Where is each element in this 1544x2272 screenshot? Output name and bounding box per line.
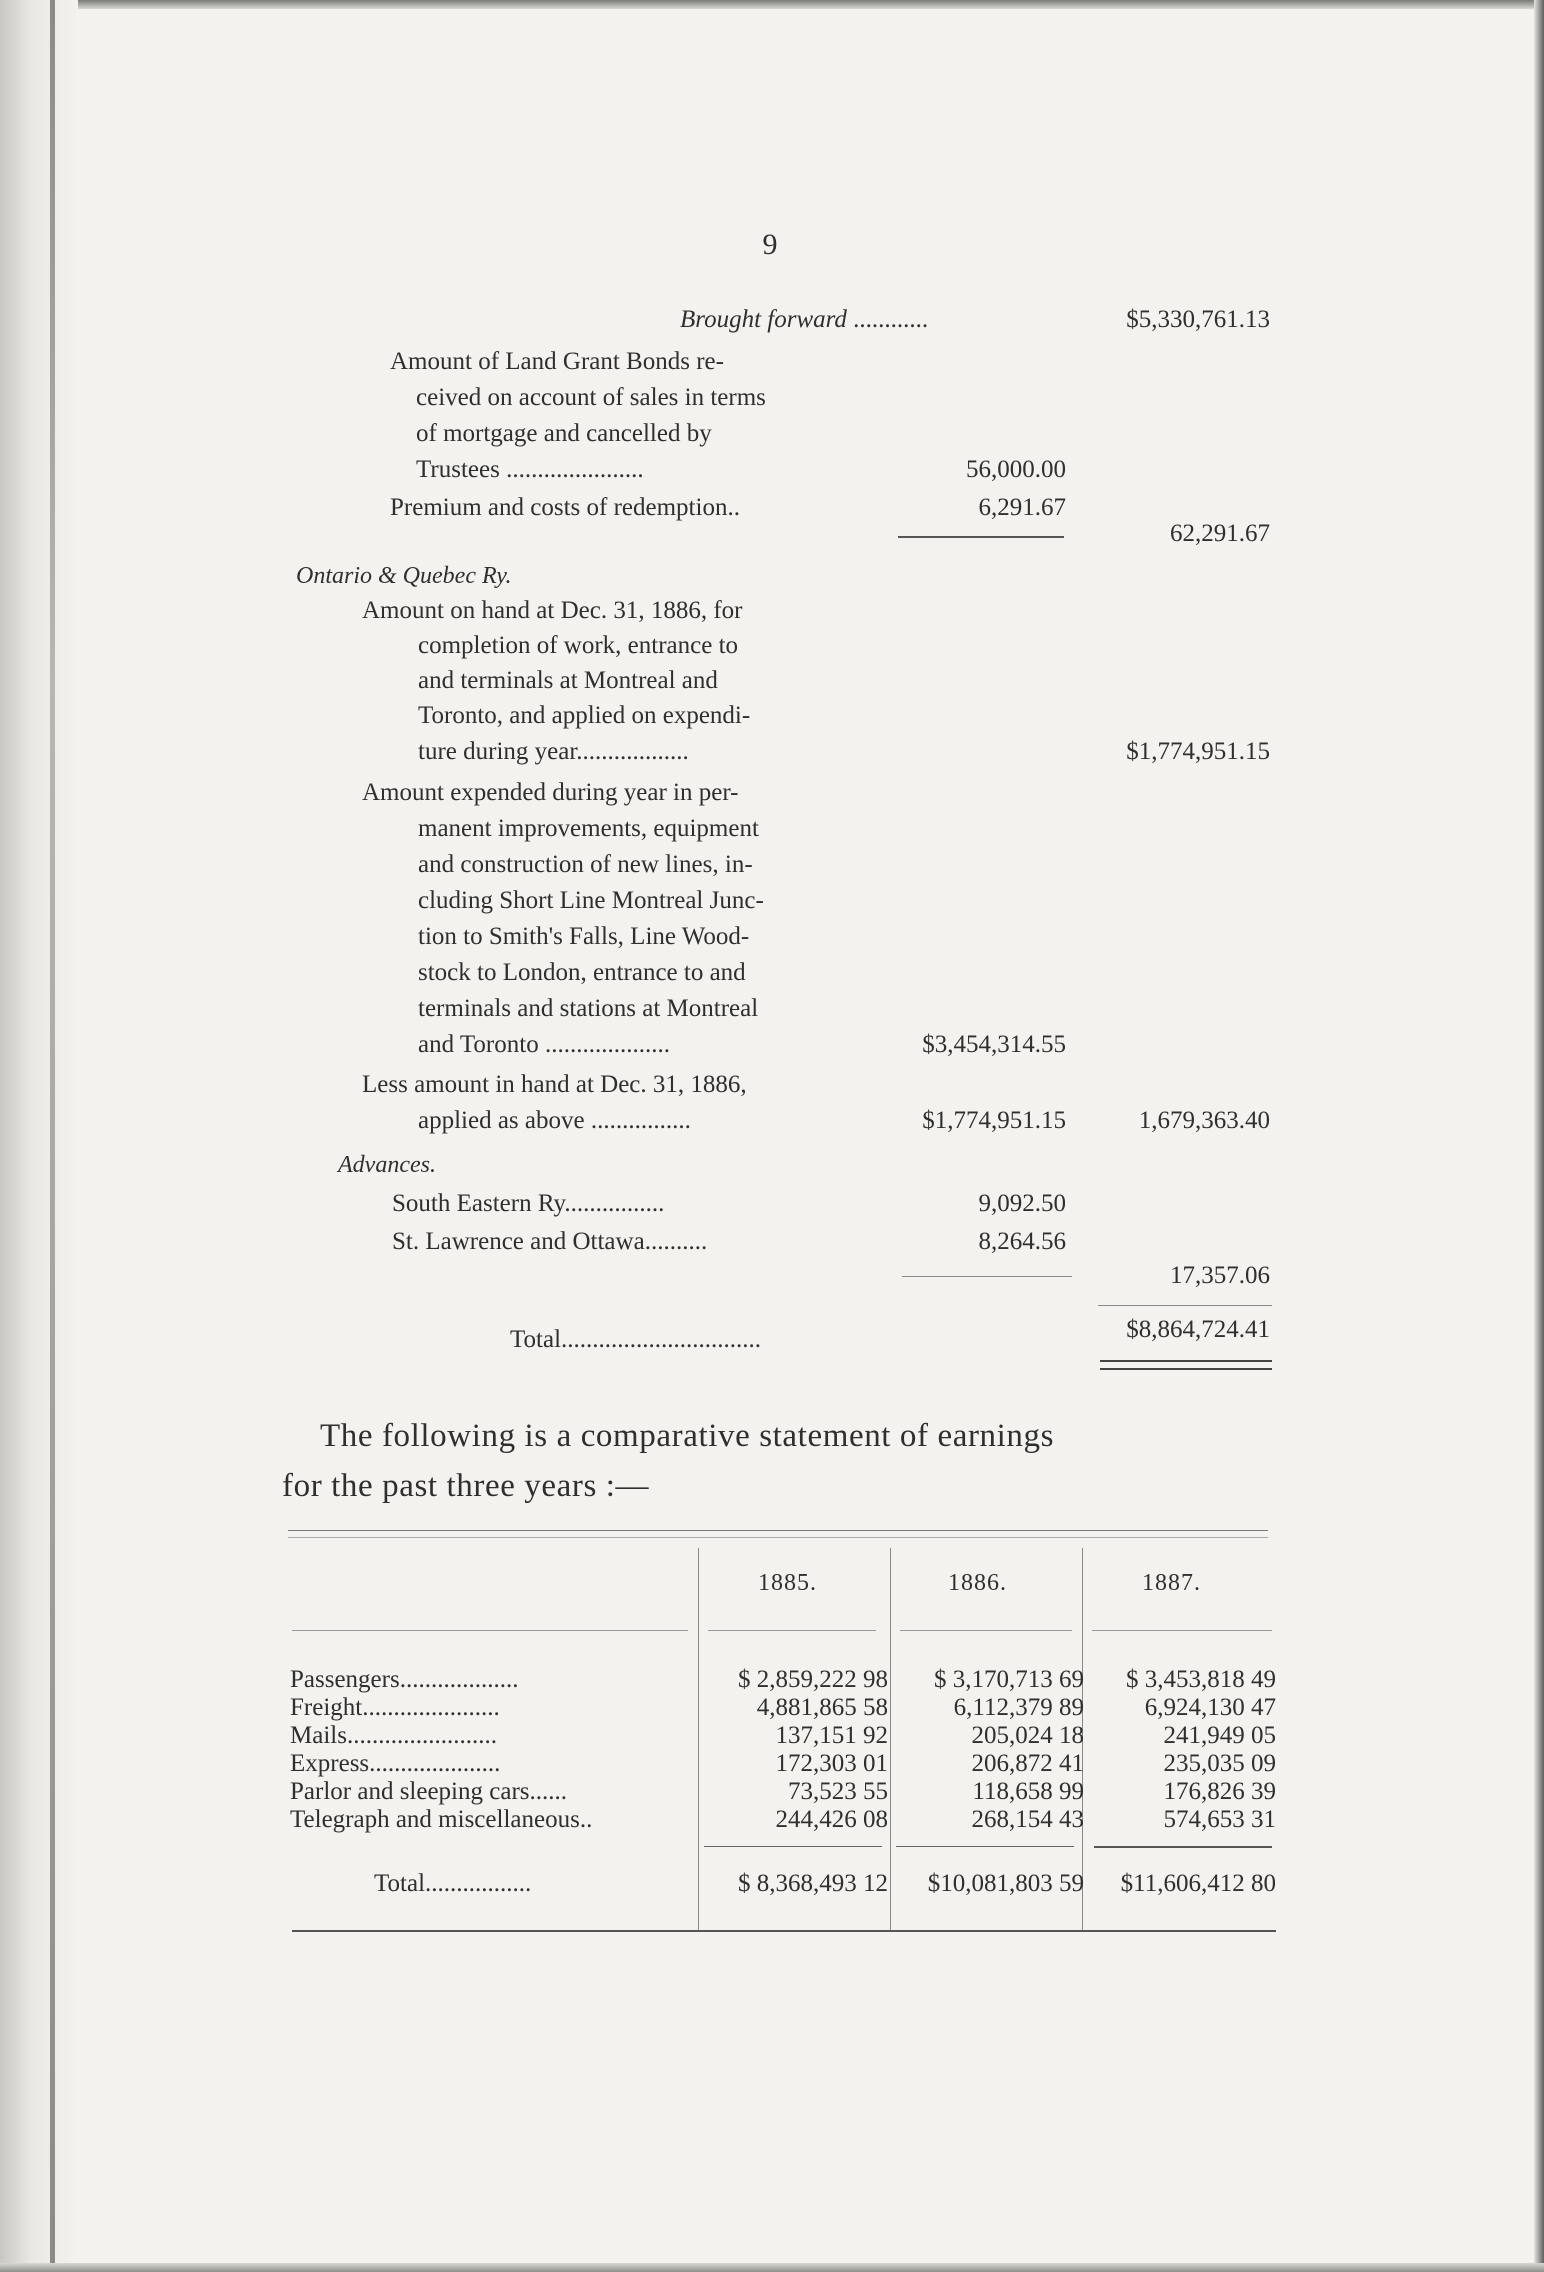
expended-line-5: tion to Smith's Falls, Line Wood-: [418, 923, 750, 950]
header-rule: [900, 1630, 1072, 1631]
table-cell-1885: 137,151 92: [775, 1722, 888, 1749]
table-row-label: Parlor and sleeping cars......: [290, 1778, 568, 1805]
land-grant-line-4: Trustees ......................: [416, 456, 644, 483]
scan-edge-right: [1534, 0, 1544, 2272]
table-total-1886: $10,081,803 59: [927, 1870, 1084, 1897]
table-total-label: Total.................: [374, 1870, 532, 1897]
rule: [898, 536, 1064, 538]
rule: [1098, 1305, 1272, 1306]
table-cell-1887: 235,035 09: [1163, 1750, 1276, 1777]
scan-edge-left: [0, 0, 78, 2272]
table-bottom-rule: [292, 1930, 1276, 1932]
table-cell-1886: 118,658 99: [972, 1778, 1084, 1805]
table-cell-1887: 241,949 05: [1163, 1722, 1276, 1749]
subtotal-rule: [896, 1846, 1074, 1847]
paragraph-line-1: The following is a comparative statement of earnings: [320, 1418, 1055, 1454]
land-grant-line-2: ceived on account of sales in terms: [416, 384, 766, 411]
brought-forward-amount: $5,330,761.13: [1126, 306, 1270, 333]
header-rule: [1092, 1630, 1272, 1631]
ontario-quebec-heading: Ontario & Quebec Ry.: [296, 563, 512, 589]
advance-amount-south-eastern: 9,092.50: [978, 1190, 1066, 1217]
table-cell-1885: 4,881,865 58: [756, 1694, 888, 1721]
page-number: 9: [762, 228, 778, 261]
brought-forward-row: [680, 302, 928, 338]
table-cell-1885: $ 2,859,222 98: [738, 1666, 888, 1693]
advance-row-st-lawrence: St. Lawrence and Ottawa..........: [392, 1228, 708, 1255]
on-hand-line-3: and terminals at Montreal and: [418, 667, 718, 694]
less-line-2: applied as above ................: [418, 1107, 691, 1134]
header-rule: [708, 1630, 876, 1631]
table-cell-1887: $ 3,453,818 49: [1126, 1666, 1276, 1693]
table-top-rule: [288, 1530, 1268, 1531]
advance-row-south-eastern: South Eastern Ry................: [392, 1190, 665, 1217]
table-row-label: Passengers...................: [290, 1666, 519, 1693]
table-cell-1886: 205,024 18: [971, 1722, 1084, 1749]
table-cell-1887: 6,924,130 47: [1144, 1694, 1276, 1721]
on-hand-line-1: Amount on hand at Dec. 31, 1886, for: [362, 597, 743, 624]
year-header-1887: 1887.: [1142, 1570, 1201, 1596]
on-hand-amount: $1,774,951.15: [1126, 738, 1270, 765]
paragraph-line-2: for the past three years :—: [282, 1468, 650, 1504]
table-row-label: Express.....................: [290, 1750, 501, 1777]
on-hand-line-5: ture during year..................: [418, 738, 689, 765]
total-row: Total................................: [510, 1326, 762, 1353]
table-cell-1885: 172,303 01: [775, 1750, 888, 1777]
leader-dots: ............: [853, 306, 929, 333]
table-row-label: Mails........................: [290, 1722, 497, 1749]
expended-line-2: manent improvements, equipment: [418, 815, 759, 842]
subtotal-rule: [704, 1846, 882, 1847]
year-header-1885: 1885.: [758, 1570, 817, 1596]
table-cell-1886: 268,154 43: [971, 1806, 1084, 1833]
table-total-1885: $ 8,368,493 12: [738, 1870, 888, 1897]
less-net-amount: 1,679,363.40: [1138, 1107, 1270, 1134]
table-cell-1886: $ 3,170,713 69: [934, 1666, 1084, 1693]
less-amount: $1,774,951.15: [922, 1107, 1066, 1134]
expended-line-7: terminals and stations at Montreal: [418, 995, 759, 1022]
brought-forward-label: Brought forward: [680, 306, 847, 333]
advance-amount-st-lawrence: 8,264.56: [978, 1228, 1066, 1255]
less-line-1: Less amount in hand at Dec. 31, 1886,: [362, 1071, 747, 1098]
table-row-label: Telegraph and miscellaneous..: [290, 1806, 593, 1833]
table-total-1887: $11,606,412 80: [1120, 1870, 1276, 1897]
on-hand-line-4: Toronto, and applied on expendi-: [418, 702, 751, 729]
double-rule: [1100, 1360, 1272, 1370]
expended-line-6: stock to London, entrance to and: [418, 959, 746, 986]
premium-amount: 6,291.67: [978, 494, 1066, 521]
subtotal-1-amount: 62,291.67: [1170, 520, 1270, 547]
scan-edge-top: [0, 0, 1544, 9]
expended-line-3: and construction of new lines, in-: [418, 851, 753, 878]
table-cell-1885: 73,523 55: [788, 1778, 888, 1805]
expended-line-4: cluding Short Line Montreal Junc-: [418, 887, 764, 914]
advances-subtotal: 17,357.06: [1170, 1262, 1270, 1289]
table-cell-1886: 206,872 41: [971, 1750, 1084, 1777]
table-row-label: Freight......................: [290, 1694, 500, 1721]
rule: [902, 1276, 1072, 1277]
total-amount: $8,864,724.41: [1126, 1316, 1270, 1343]
table-cell-1887: 176,826 39: [1163, 1778, 1276, 1805]
on-hand-line-2: completion of work, entrance to: [418, 632, 739, 659]
table-cell-1885: 244,426 08: [775, 1806, 888, 1833]
expended-line-8: and Toronto ....................: [418, 1031, 670, 1058]
expended-amount: $3,454,314.55: [922, 1031, 1066, 1058]
land-grant-line-1: Amount of Land Grant Bonds re-: [390, 348, 724, 375]
premium-row: Premium and costs of redemption..: [390, 494, 740, 521]
subtotal-rule: [1094, 1846, 1272, 1848]
land-grant-line-3: of mortgage and cancelled by: [416, 420, 712, 447]
table-cell-1887: 574,653 31: [1163, 1806, 1276, 1833]
table-top-rule: [288, 1537, 1268, 1538]
header-rule: [292, 1630, 688, 1631]
column-divider: [698, 1548, 699, 1930]
scan-edge-bottom: [0, 2263, 1544, 2272]
year-header-1886: 1886.: [948, 1570, 1007, 1596]
table-cell-1886: 6,112,379 89: [953, 1694, 1084, 1721]
advances-heading: Advances.: [338, 1152, 436, 1178]
column-divider: [890, 1548, 891, 1930]
expended-line-1: Amount expended during year in per-: [362, 779, 739, 806]
land-grant-amount: 56,000.00: [966, 456, 1066, 483]
